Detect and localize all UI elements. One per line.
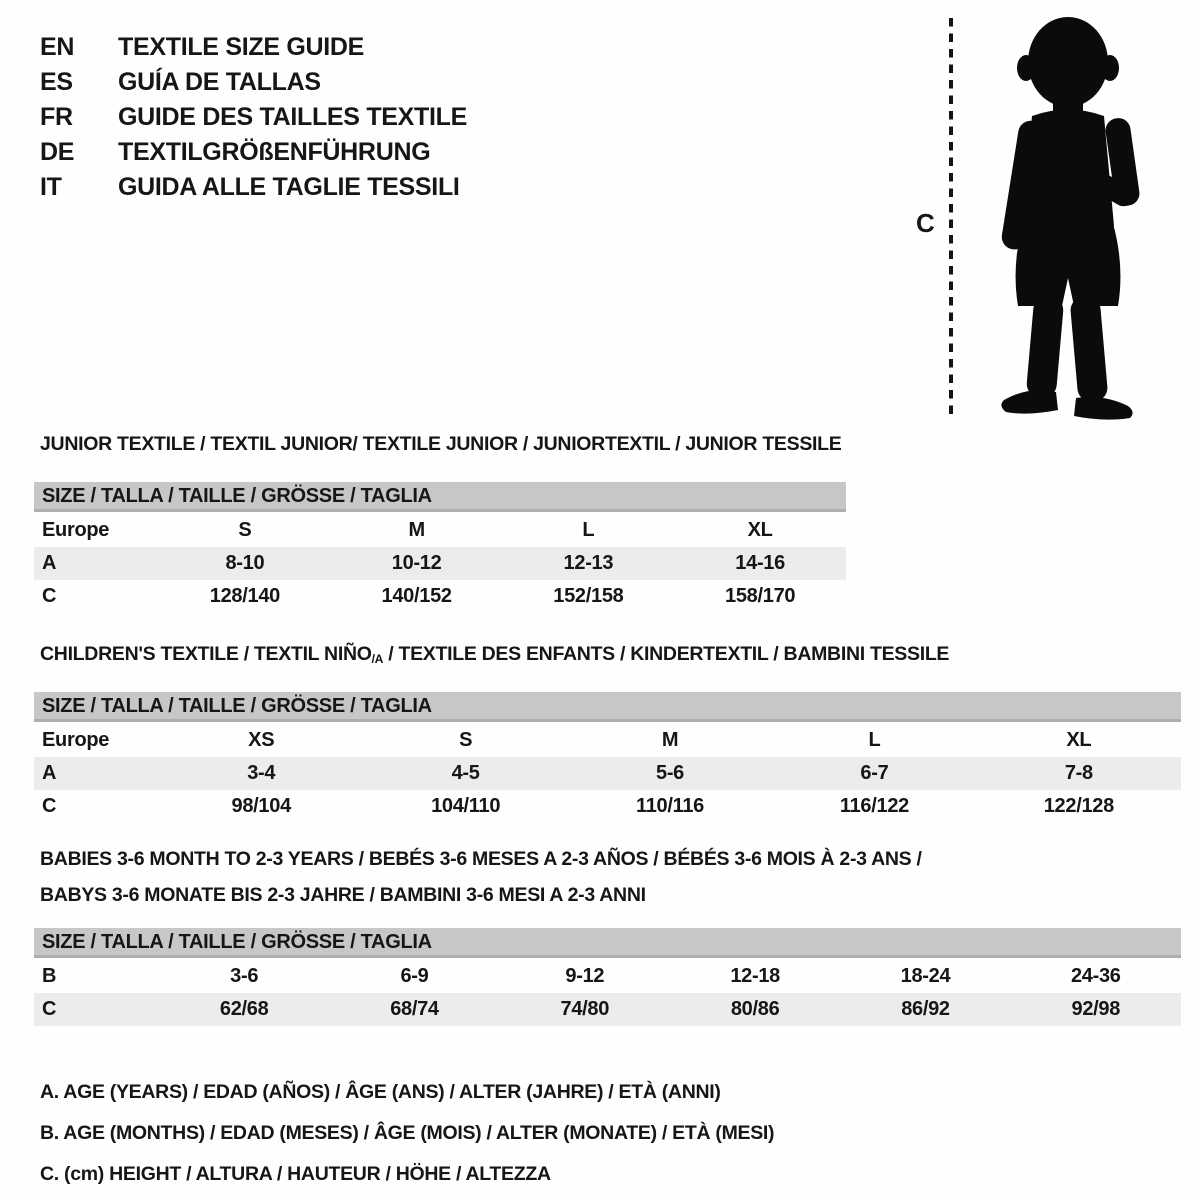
language-row-it	[40, 170, 467, 205]
language-row-de	[40, 135, 467, 170]
height-figure-block	[902, 8, 1164, 422]
table-cell: 116/122	[839, 795, 909, 817]
babies-section-title	[40, 841, 922, 913]
guide-title-de: TEXTILGRÖßENFÜHRUNG	[118, 138, 431, 166]
table-cell: XL	[1066, 729, 1092, 751]
babies-title-line2: BABYS 3-6 MONATE BIS 2-3 JAHRE / BAMBINI 3-6 MESI A 2-3 ANNI	[40, 884, 646, 906]
table-row	[34, 790, 1181, 823]
row-label: B	[42, 965, 57, 987]
table-row	[34, 547, 846, 580]
table-cell: 7-8	[1064, 762, 1093, 784]
legend-line-b: B. AGE (MONTHS) / EDAD (MESES) / ÂGE (MOIS) / ALTER (MONATE) / ETÀ (MESI)	[40, 1122, 775, 1144]
table-cell: 18-24	[900, 965, 951, 987]
baby-silhouette-figure	[902, 8, 1164, 422]
table-cell: XS	[248, 729, 275, 751]
guide-title-es: GUÍA DE TALLAS	[118, 68, 321, 96]
language-code: ES	[40, 68, 73, 96]
table-cell: 9-12	[565, 965, 605, 987]
table-row	[34, 724, 1181, 757]
table-cell: 6-9	[400, 965, 429, 987]
row-label: A	[42, 762, 57, 784]
table-cell: 12-18	[730, 965, 780, 987]
table-cell: 122/128	[1043, 795, 1114, 817]
children-title-sub: /A	[371, 652, 384, 667]
language-code: FR	[40, 103, 73, 131]
baby-silhouette	[1000, 17, 1141, 420]
table-cell: 8-10	[225, 552, 265, 574]
table-cell: 92/98	[1071, 998, 1121, 1020]
table-cell: L	[868, 729, 881, 751]
size-header-band: SIZE / TALLA / TAILLE / GRÖSSE / TAGLIA	[34, 482, 846, 512]
table-cell: 152/158	[553, 585, 624, 607]
table-cell: 80/86	[730, 998, 780, 1020]
table-cell: XL	[747, 519, 773, 541]
language-guide-block	[40, 30, 467, 205]
table-cell: 4-5	[451, 762, 480, 784]
children-size-table	[34, 692, 1181, 823]
table-row	[34, 993, 1181, 1026]
legend-line-a: A. AGE (YEARS) / EDAD (AÑOS) / ÂGE (ANS) / ALTER (JAHRE) / ETÀ (ANNI)	[40, 1081, 721, 1103]
table-cell: 3-6	[230, 965, 259, 987]
table-cell: 10-12	[391, 552, 442, 574]
legend-line-c: C. (cm) HEIGHT / ALTURA / HAUTEUR / HÖHE / ALTEZZA	[40, 1163, 551, 1185]
table-cell: 86/92	[901, 998, 950, 1020]
table-cell: 3-4	[247, 762, 276, 784]
language-row-fr	[40, 100, 467, 135]
babies-size-table	[34, 928, 1181, 1026]
table-cell: M	[661, 729, 679, 751]
row-label: C	[42, 795, 57, 817]
row-label: Europe	[42, 519, 110, 541]
table-cell: 62/68	[219, 998, 269, 1020]
measure-legend	[40, 1072, 774, 1195]
table-cell: 140/152	[381, 585, 452, 607]
children-section-title	[40, 643, 949, 666]
table-cell: 128/140	[209, 585, 280, 607]
table-cell: 98/104	[231, 795, 291, 817]
row-label: A	[42, 552, 57, 574]
size-header-band: SIZE / TALLA / TAILLE / GRÖSSE / TAGLIA	[34, 928, 1181, 958]
language-row-en	[40, 30, 467, 65]
guide-title-fr: GUIDE DES TAILLES TEXTILE	[118, 103, 468, 131]
table-cell: 74/80	[560, 998, 610, 1020]
table-cell: 68/74	[390, 998, 439, 1020]
junior-section-title: JUNIOR TEXTILE / TEXTIL JUNIOR/ TEXTILE JUNIOR / JUNIORTEXTIL / JUNIOR TESSILE	[40, 433, 842, 455]
guide-title-en: TEXTILE SIZE GUIDE	[118, 33, 365, 61]
language-row-es	[40, 65, 467, 100]
language-code: IT	[40, 173, 62, 201]
table-cell: L	[582, 519, 595, 541]
table-cell: 24-36	[1070, 965, 1121, 987]
language-code: EN	[40, 33, 75, 61]
table-row	[34, 580, 846, 613]
language-code: DE	[40, 138, 75, 166]
table-cell: 104/110	[431, 795, 501, 817]
row-label: Europe	[42, 729, 110, 751]
table-row	[34, 514, 846, 547]
babies-title-line1: BABIES 3-6 MONTH TO 2-3 YEARS / BEBÉS 3-6 MESES A 2-3 AÑOS / BÉBÉS 3-6 MOIS À 2-3 ANS /	[40, 848, 922, 870]
row-label: C	[42, 585, 57, 607]
children-title-post: / TEXTILE DES ENFANTS / KINDERTEXTIL / BAMBINI TESSILE	[383, 643, 950, 665]
junior-size-table	[34, 482, 846, 613]
size-header-band: SIZE / TALLA / TAILLE / GRÖSSE / TAGLIA	[34, 692, 1181, 722]
table-row	[34, 960, 1181, 993]
table-cell: 14-16	[735, 552, 785, 574]
row-label: C	[42, 998, 57, 1020]
table-cell: 6-7	[860, 762, 889, 784]
table-cell: 5-6	[656, 762, 685, 784]
table-cell: M	[408, 519, 425, 541]
table-cell: S	[459, 729, 473, 751]
children-title-pre: CHILDREN'S TEXTILE / TEXTIL NIÑO	[40, 643, 372, 665]
table-cell: 158/170	[725, 585, 796, 607]
table-row	[34, 757, 1181, 790]
height-measure-label: C	[916, 208, 935, 238]
guide-title-it: GUIDA ALLE TAGLIE TESSILI	[118, 173, 460, 201]
table-cell: 12-13	[563, 552, 614, 574]
table-cell: 110/116	[636, 795, 705, 817]
table-cell: S	[238, 519, 252, 541]
